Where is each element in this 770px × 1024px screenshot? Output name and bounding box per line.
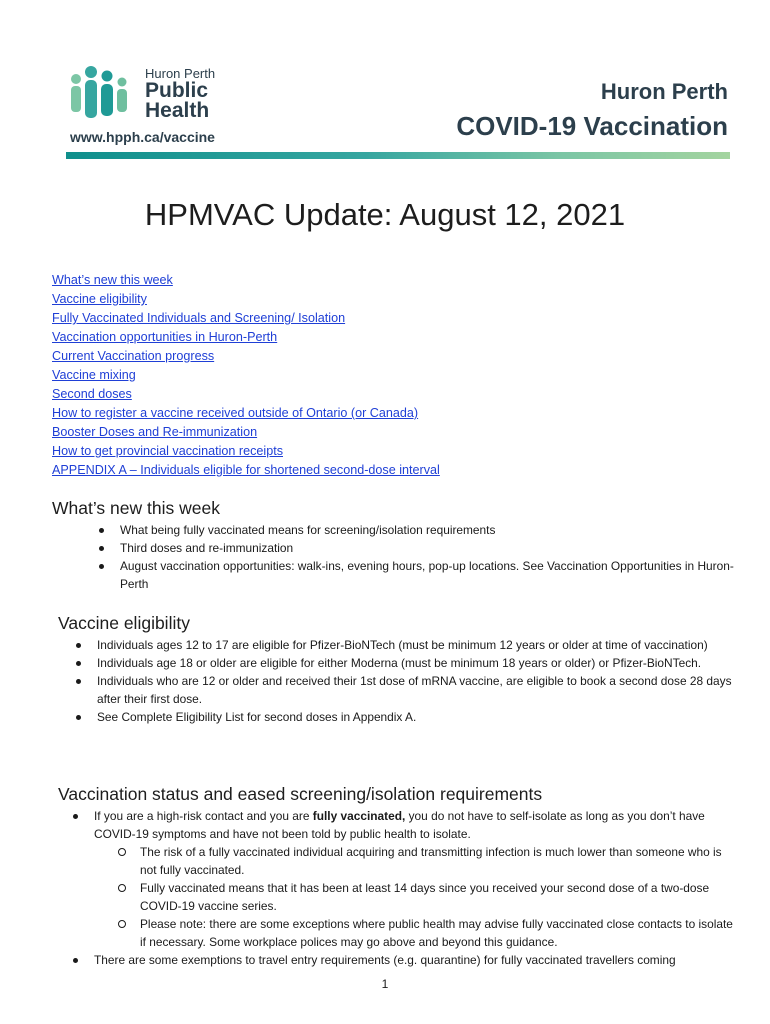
sub-bullet-icon (118, 920, 126, 928)
page-number: 1 (381, 977, 389, 991)
emphasis-fully-vaccinated: fully vaccinated, (312, 809, 406, 823)
eligibility-list (97, 636, 737, 726)
toc-link-whats-new[interactable]: What’s new this week (52, 273, 173, 287)
toc-item (52, 461, 692, 480)
status-list (94, 807, 734, 969)
toc-link-appendix-a[interactable]: APPENDIX A – Individuals eligible for shortened second-dose interval (52, 463, 440, 477)
bullet-icon (99, 564, 104, 569)
list-item: There are some exemptions to travel entry requirements (e.g. quarantine) for fully vaccinated travellers coming (94, 951, 734, 969)
toc-item (52, 366, 692, 385)
toc-link-booster[interactable]: Booster Doses and Re-immunization (52, 425, 258, 439)
toc-item (52, 423, 692, 442)
toc-item (52, 404, 692, 423)
logo-name-public: Public (145, 79, 209, 102)
heading-vaccination-status: Vaccination status and eased screening/isolation requirements (58, 784, 543, 804)
toc-item (52, 347, 692, 366)
header-gradient-bar (66, 152, 730, 159)
bullet-icon (76, 643, 81, 648)
bullet-icon (73, 958, 78, 963)
toc-item (52, 290, 692, 309)
sub-list-item: Please note: there are some exceptions where public health may advise fully vaccinated close contacts to isolate if necessary. Some workplace polices may go above and beyond this guidance. (140, 915, 734, 951)
list-item: Individuals age 18 or older are eligible for either Moderna (must be minimum 18 years or older) or Pfizer-BioNTech. (97, 654, 737, 672)
sub-bullet-icon (118, 884, 126, 892)
hpph-logo (68, 66, 238, 150)
toc-link-fully-vaccinated[interactable]: Fully Vaccinated Individuals and Screening/ Isolation (52, 311, 346, 325)
sub-list-item: The risk of a fully vaccinated individual acquiring and transmitting infection is much lower than someone who is not fully vaccinated. (140, 843, 734, 879)
bullet-icon (76, 715, 81, 720)
whats-new-list (120, 521, 735, 593)
sub-list-item: Fully vaccinated means that it has been at least 14 days since you received your second dose of a two-dose COVID-19 vaccine series. (140, 879, 734, 915)
toc-item (52, 271, 692, 290)
toc-item (52, 309, 692, 328)
toc-link-progress[interactable]: Current Vaccination progress (52, 349, 215, 363)
status-sublist (140, 843, 734, 951)
header-title-program: COVID-19 Vaccination (456, 111, 728, 141)
toc-link-register-outside[interactable]: How to register a vaccine received outside of Ontario (or Canada) (52, 406, 419, 420)
bullet-icon (99, 546, 104, 551)
list-item: If you are a high-risk contact and you are fully vaccinated, you do not have to self-isolate as long as you don’t have COVID-19 symptoms and have not been told by public health to isolate. The risk of a fully vaccinated individual acquiring and transmitting infection is much lower than someone who is not fully vaccinated. Fully vaccinated means that it has been at least 14 days since you received your second dose of a two-dose COVID-19 vaccine series. Please note: there are some exceptions where public health may advise fully vaccinated close contacts to isolate if necessary. Some workplace polices may go above and beyond this guidance. (94, 807, 734, 951)
page-title: HPMVAC Update: August 12, 2021 (144, 197, 626, 232)
toc-item (52, 328, 692, 347)
header-title-region: Huron Perth (600, 79, 728, 104)
logo-url: www.hpph.ca/vaccine (70, 129, 215, 145)
toc-link-opportunities[interactable]: Vaccination opportunities in Huron-Perth (52, 330, 278, 344)
table-of-contents (52, 271, 692, 480)
toc-link-second-doses[interactable]: Second doses (52, 387, 132, 401)
toc-link-mixing[interactable]: Vaccine mixing (52, 368, 136, 382)
logo-name-health: Health (145, 99, 210, 122)
list-item: Third doses and re-immunization (120, 539, 735, 557)
bullet-icon (73, 814, 78, 819)
document-header (0, 0, 770, 170)
bullet-icon (76, 661, 81, 666)
sub-bullet-icon (118, 848, 126, 856)
people-icon (68, 66, 144, 124)
list-item: Individuals who are 12 or older and received their 1st dose of mRNA vaccine, are eligible to book a second dose 28 days after their first dose. (97, 672, 737, 708)
list-item: August vaccination opportunities: walk-ins, evening hours, pop-up locations. See Vaccination Opportunities in Huron-Perth (120, 557, 735, 593)
logo-org-line: Huron Perth (145, 66, 216, 81)
toc-link-receipts[interactable]: How to get provincial vaccination receipts (52, 444, 283, 458)
toc-item (52, 385, 692, 404)
heading-whats-new: What’s new this week (52, 498, 220, 518)
heading-eligibility: Vaccine eligibility (58, 613, 190, 633)
toc-link-eligibility[interactable]: Vaccine eligibility (52, 292, 147, 306)
list-item: Individuals ages 12 to 17 are eligible for Pfizer-BioNTech (must be minimum 12 years or older at time of vaccination) (97, 636, 737, 654)
list-item: See Complete Eligibility List for second doses in Appendix A. (97, 708, 737, 726)
list-item: What being fully vaccinated means for screening/isolation requirements (120, 521, 735, 539)
toc-item (52, 442, 692, 461)
bullet-icon (76, 679, 81, 684)
bullet-icon (99, 528, 104, 533)
